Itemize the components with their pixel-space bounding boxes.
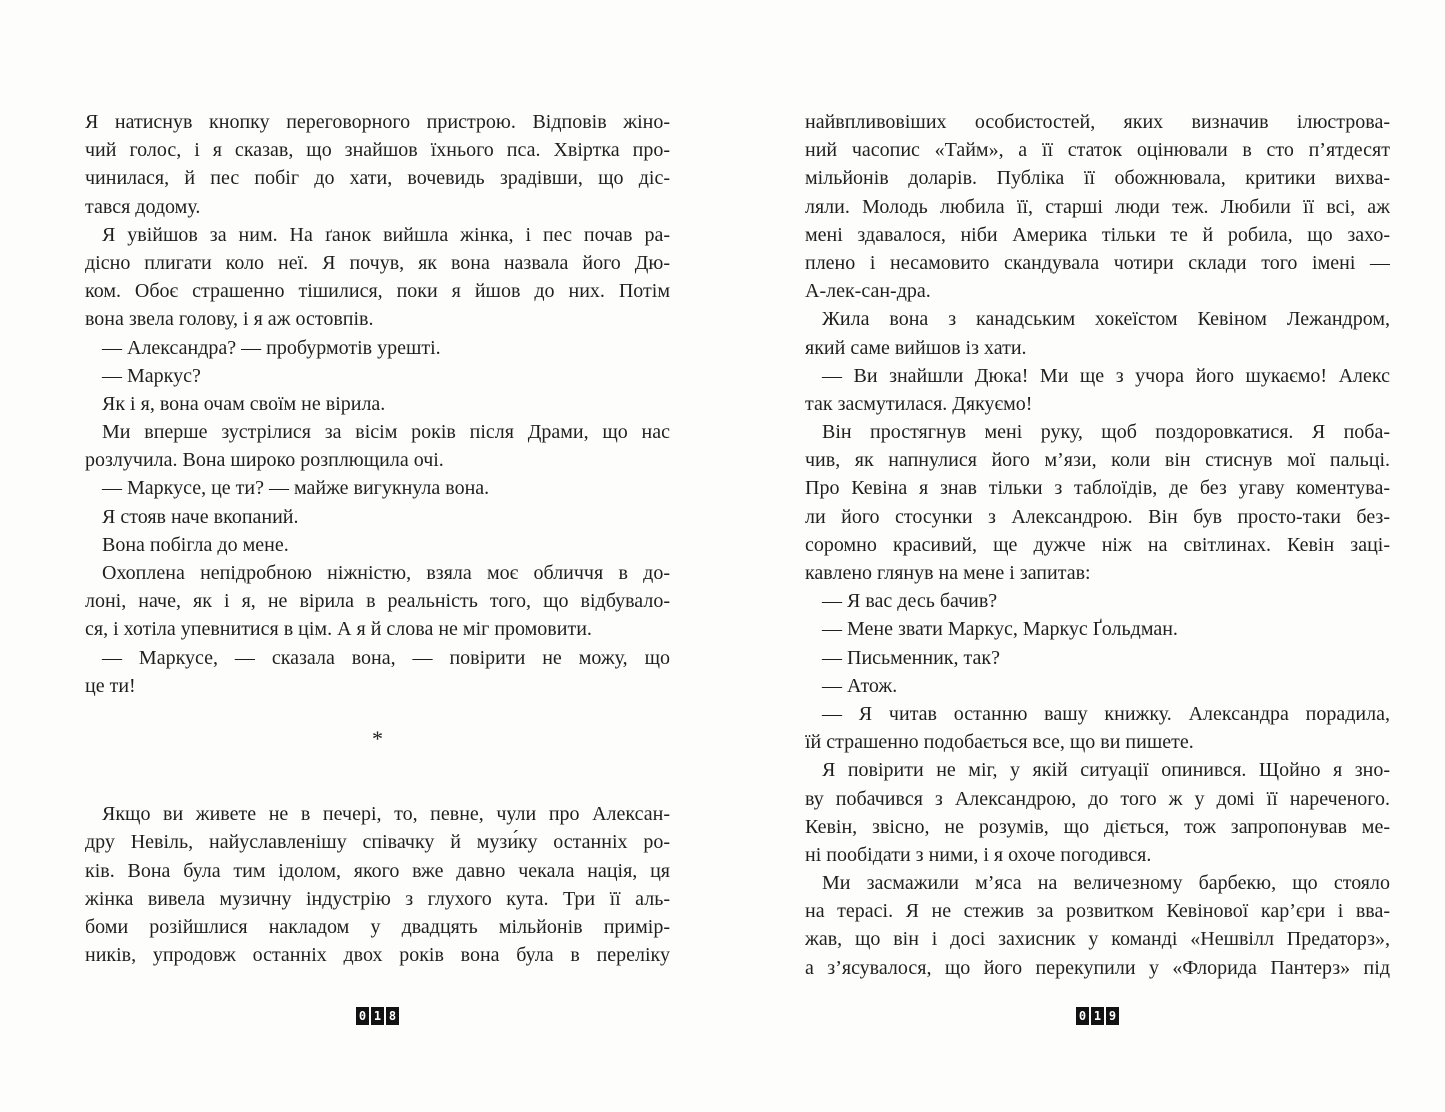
paragraph (85, 390, 670, 418)
paragraph (85, 559, 670, 644)
text-line: — Я вас десь бачив? (822, 590, 998, 613)
page-right-text-column (805, 108, 1390, 982)
paragraph (805, 305, 1390, 361)
text-line: чий голос, і я сказав, що знайшов їхнього пса. Хвіртка про- (85, 139, 670, 162)
text-line: вона звела голову, і я аж остовпів. (85, 308, 374, 331)
text-line: ком. Обоє страшенно тішилися, поки я йшов до них. Потім (85, 280, 670, 303)
paragraph (85, 418, 670, 474)
page-left-text-column (85, 108, 670, 969)
paragraph (805, 418, 1390, 587)
paragraph (805, 587, 1390, 615)
text-line: Охоплена непідробною ніжністю, взяла моє обличчя в до- (102, 562, 670, 584)
text-line: ли його стосунки з Александрою. Він був просто-таки без- (805, 505, 1390, 528)
text-line: на терасі. Я не стежив за розвитком Кевінової кар’єри і вва- (805, 900, 1390, 923)
text-line: Жила вона з канадським хокеїстом Кевіном Лежандром, (822, 308, 1390, 331)
text-line: кавлено глянув на мене і запитав: (805, 562, 1091, 584)
paragraph (85, 800, 670, 969)
paragraph (805, 108, 1390, 305)
text-line: — Маркусе, — сказала вона, — повірити не можу, що (102, 646, 670, 669)
text-line: Кевін, звісно, не розумів, що діється, тож запропонував ме- (805, 815, 1390, 838)
text-line: розлучила. Вона широко розплющила очі. (85, 449, 444, 472)
text-line: — Письменник, так? (822, 646, 1000, 669)
text-line: їй страшенно подобається все, що ви пишете. (805, 731, 1194, 754)
text-line: мені здавалося, ніби Америка тільки те й робила, що захо- (805, 223, 1390, 246)
text-line: — Атож. (822, 674, 898, 697)
asterisk-symbol: * (372, 725, 383, 751)
text-line: ників, упродовж останніх двох років вона була в переліку (85, 944, 670, 967)
paragraph (805, 644, 1390, 672)
text-line: Він простягнув мені руку, щоб поздоровкатися. Я поба- (822, 421, 1390, 444)
text-line: Ми вперше зустрілися за вісім років після Драми, що нас (102, 421, 670, 444)
text-line: це ти! (85, 674, 136, 697)
text-line: жінка вивела музичну індустрію з глухого кута. Три її аль- (85, 887, 670, 910)
text-line: — Мене звати Маркус, Маркус Ґольдман. (822, 618, 1178, 641)
page-number-digit: 0 (356, 1007, 369, 1025)
text-line: чив, як напнулися його м’язи, коли він стиснув мої пальці. (805, 449, 1390, 472)
page-number-digit: 0 (1076, 1007, 1089, 1025)
paragraph (85, 503, 670, 531)
text-line: — Я читав останню вашу книжку. Александра порадила, (822, 702, 1390, 725)
paragraph (85, 362, 670, 390)
paragraph (85, 221, 670, 334)
text-line: Я стояв наче вкопаний. (102, 505, 299, 528)
text-line: А-лек-сан-дра. (805, 280, 931, 303)
text-line: боми розійшлися накладом у двадцять мільйонів примір- (85, 915, 670, 938)
text-line: Я увійшов за ним. На ґанок вийшла жінка, і пес почав ра- (102, 223, 670, 246)
text-line: чинилася, й пес побіг до хати, вочевидь зрадівши, що діс- (85, 167, 670, 190)
section-separator (85, 700, 670, 800)
text-line: ний часопис «Тайм», а її статок оцінювали в сто п’ятдесят (805, 139, 1390, 162)
text-line: дісно плигати коло неї. Я почув, як вона назвала його Дю- (85, 251, 670, 274)
paragraph (805, 756, 1390, 869)
page-number-digit: 1 (1091, 1007, 1104, 1025)
paragraph (805, 615, 1390, 643)
paragraph (85, 108, 670, 221)
text-line: ся, і хотіла упевнитися в цім. А я й слова не міг промовити. (85, 618, 592, 641)
text-line: жав, що він і досі захисник у команді «Нешвілл Предаторз», (805, 928, 1390, 951)
text-line: Про Кевіна я знав тільки з таблоїдів, де без угаву коментува- (805, 477, 1390, 500)
text-line: ляли. Молодь любила її, старші люди теж. Любили її всі, аж (805, 195, 1390, 218)
text-line: Я повірити не міг, у якій ситуації опинився. Щойно я зно- (822, 759, 1390, 782)
page-right-number (805, 1007, 1390, 1025)
page-number-digit: 9 (1106, 1007, 1119, 1025)
text-line: соромно красивий, ще дужче ніж на світлинах. Кевін заці- (805, 533, 1390, 556)
text-line: — Ви знайшли Дюка! Ми ще з учора його шукаємо! Алекс (822, 364, 1390, 387)
paragraph (85, 334, 670, 362)
text-line: — Александра? — пробурмотів урешті. (102, 336, 441, 359)
paragraph (805, 672, 1390, 700)
text-line: — Маркус? (102, 364, 201, 387)
text-line: так засмутилася. Дякуємо! (805, 392, 1033, 415)
text-line: мільйонів доларів. Публіка її обожнювала, критики вихва- (805, 167, 1390, 190)
text-line: Як і я, вона очам своїм не вірила. (102, 392, 386, 415)
text-line: найвпливовіших особистостей, яких визначив ілюстрова- (805, 111, 1390, 133)
text-line: ків. Вона була тим ідолом, якого вже давно чекала нація, ця (85, 859, 670, 882)
text-line: який саме вийшов із хати. (805, 336, 1027, 359)
page-number-digit: 8 (386, 1007, 399, 1025)
text-line: Вона побігла до мене. (102, 533, 289, 556)
text-line: Якщо ви живете не в печері, то, певне, чули про Алексан- (102, 803, 670, 826)
text-line: Ми засмажили м’яса на величезному барбекю, що стояло (822, 872, 1390, 895)
text-line: дру Невіль, найуславленішу співачку й музи́ку останніх ро- (85, 831, 670, 854)
paragraph (805, 362, 1390, 418)
text-line: лоні, наче, як і я, не вірила в реальність того, що відбувало- (85, 590, 670, 613)
page-left-number (85, 1007, 670, 1025)
text-line: Я натиснув кнопку переговорного пристрою. Відповів жіно- (85, 111, 670, 133)
text-line: а з’ясувалося, що його перекупили у «Флорида Пантерз» під (805, 956, 1390, 979)
text-line: ву побачився з Александрою, до того ж у домі її нареченого. (805, 787, 1390, 810)
text-line: плено і несамовито скандувала чотири склади того імені — (805, 251, 1390, 274)
text-line: ні пообідати з ними, і я охоче погодився. (805, 843, 1152, 866)
paragraph (805, 869, 1390, 982)
text-line: тався додому. (85, 195, 201, 218)
page-number-digit: 1 (371, 1007, 384, 1025)
text-line: — Маркусе, це ти? — майже вигукнула вона. (102, 477, 490, 500)
paragraph (85, 644, 670, 700)
paragraph (85, 474, 670, 502)
paragraph (805, 700, 1390, 756)
paragraph (85, 531, 670, 559)
